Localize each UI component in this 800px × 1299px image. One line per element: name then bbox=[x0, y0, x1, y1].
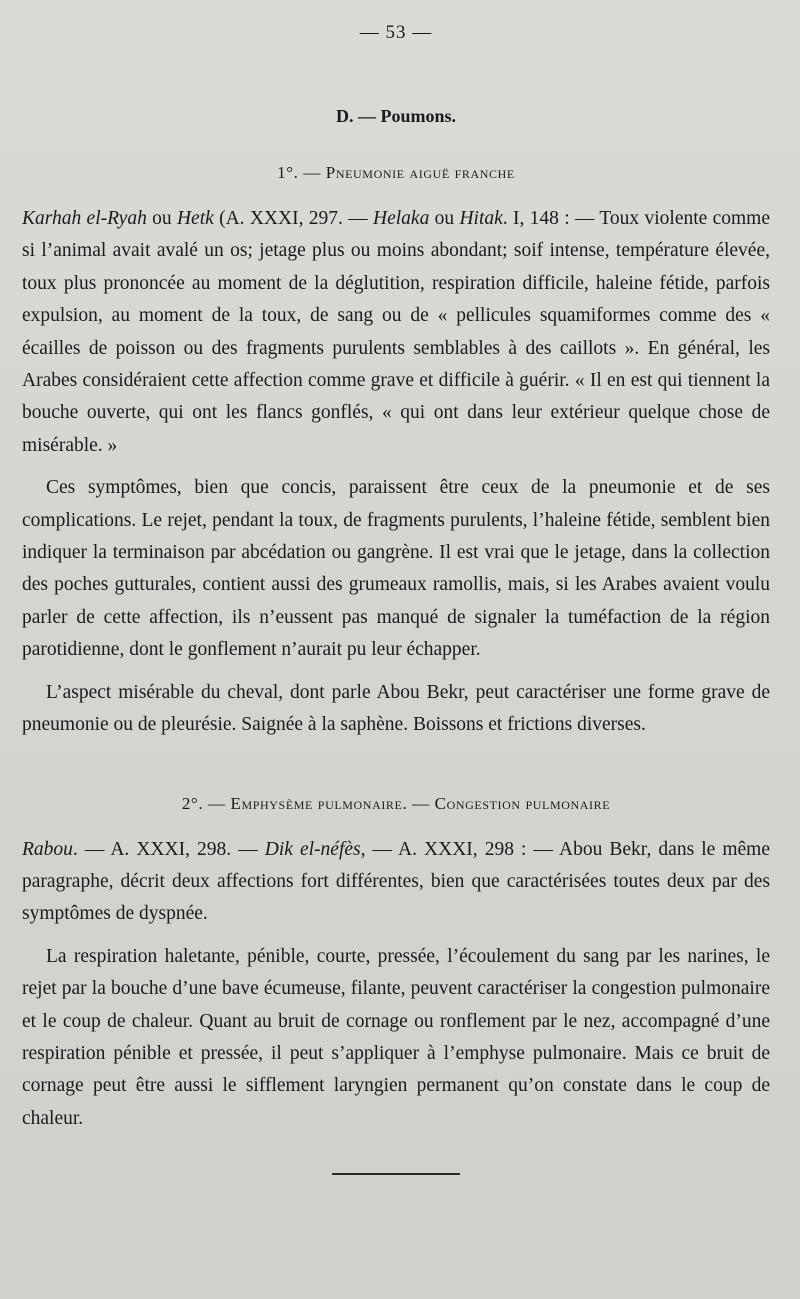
term-karhah: Karhah el-Ryah bbox=[22, 208, 147, 229]
text-span: ou bbox=[429, 208, 460, 229]
section-title: D. — Poumons. bbox=[335, 106, 456, 126]
end-rule bbox=[332, 1173, 460, 1175]
subsection-number-1: 1°. — bbox=[277, 163, 326, 182]
text-span: (A. XXXI, 297. — bbox=[213, 208, 374, 229]
paragraph-4 bbox=[22, 834, 770, 931]
text-span: ou bbox=[146, 208, 177, 229]
text-span: , — A. XXXI, 298 : — Abou Bekr, dans le même paragraphe, décrit deux affections fort différentes, bien que caractérisées toutes deux par des symptômes de dyspnée. bbox=[22, 838, 771, 925]
subsection-title-1 bbox=[22, 163, 770, 183]
subsection-heading-2a: Emphysème pulmonaire bbox=[230, 793, 403, 813]
term-rabou: Rabou bbox=[22, 838, 73, 860]
paragraph-3: L’aspect misérable du cheval, dont parle Abou Bekr, peut caractériser une forme grave de pneumonie ou de pleurésie. Saignée à la saphène. Boissons et frictions diverses. bbox=[22, 681, 770, 736]
subsection-title-2 bbox=[22, 794, 770, 814]
paragraph-1 bbox=[22, 203, 770, 462]
page-number: — 53 — bbox=[359, 22, 433, 43]
subsection-number-2: 2°. — bbox=[181, 793, 231, 813]
subsection-heading-2b: Congestion pulmonaire bbox=[434, 793, 611, 813]
term-helaka: Helaka bbox=[373, 208, 430, 229]
paragraph-5: La respiration haletante, pénible, courte, pressée, l’écoulement du sang par les narines, le rejet par la bouche d’une bave écumeuse, filante, peuvent caractériser la congestion pulmonaire et le coup de chaleur. Quant au bruit de cornage ou ronflement par le nez, accompagné d’une respiration pénible et pressée, il peut s’appliquer à l’emphyse pulmonaire. Mais ce bruit de cornage peut être aussi le sifflement laryngien permanent qu’on constate dans le coup de chaleur. bbox=[22, 945, 770, 1129]
term-dik-el-nefes: Dik el-néfès bbox=[264, 838, 361, 860]
subsection-separator: . — bbox=[402, 793, 435, 813]
term-hetk: Hetk bbox=[176, 208, 214, 229]
section-spacer bbox=[22, 742, 770, 794]
term-hitak: Hitak bbox=[459, 208, 503, 229]
text-span: . — A. XXXI, 298. — bbox=[72, 838, 265, 860]
paragraph-2: Ces symptômes, bien que concis, paraissent être ceux de la pneumonie et de ses complications. Le rejet, pendant la toux, de fragments purulents, l’haleine fétide, semblent bien indiquer la terminaison par abcédation ou gangrène. Il est vrai que le jetage, dans la collection des poches gutturales, contient aussi des grumeaux ramollis, mais, si les Arabes avaient voulu parler de cette affection, ils n’eussent pas manqué de signaler la tuméfaction de la région parotidienne, dont le gonflement n’aurait pu leur échapper. bbox=[22, 477, 770, 661]
subsection-heading-1: Pneumonie aiguë franche bbox=[325, 163, 515, 182]
text-span: . I, 148 : — Toux violente comme si l’animal avait avalé un os; jetage plus ou moins abondant; soif intense, température élevée, toux plus prononcée au moment de la déglutition, respiration difficile, haleine fétide, parfois expulsion, au moment de la toux, de sang ou de « pellicules squamiformes comme des « écailles de poisson ou des fragments purulents semblables à des caillots ». En général, les Arabes considéraient cette affection comme grave et difficile à guérir. « Il en est qui tiennent la bouche ouverte, qui ont les flancs gonflés, « qui ont dans leur extérieur quelque chose de misérable. » bbox=[22, 208, 771, 456]
